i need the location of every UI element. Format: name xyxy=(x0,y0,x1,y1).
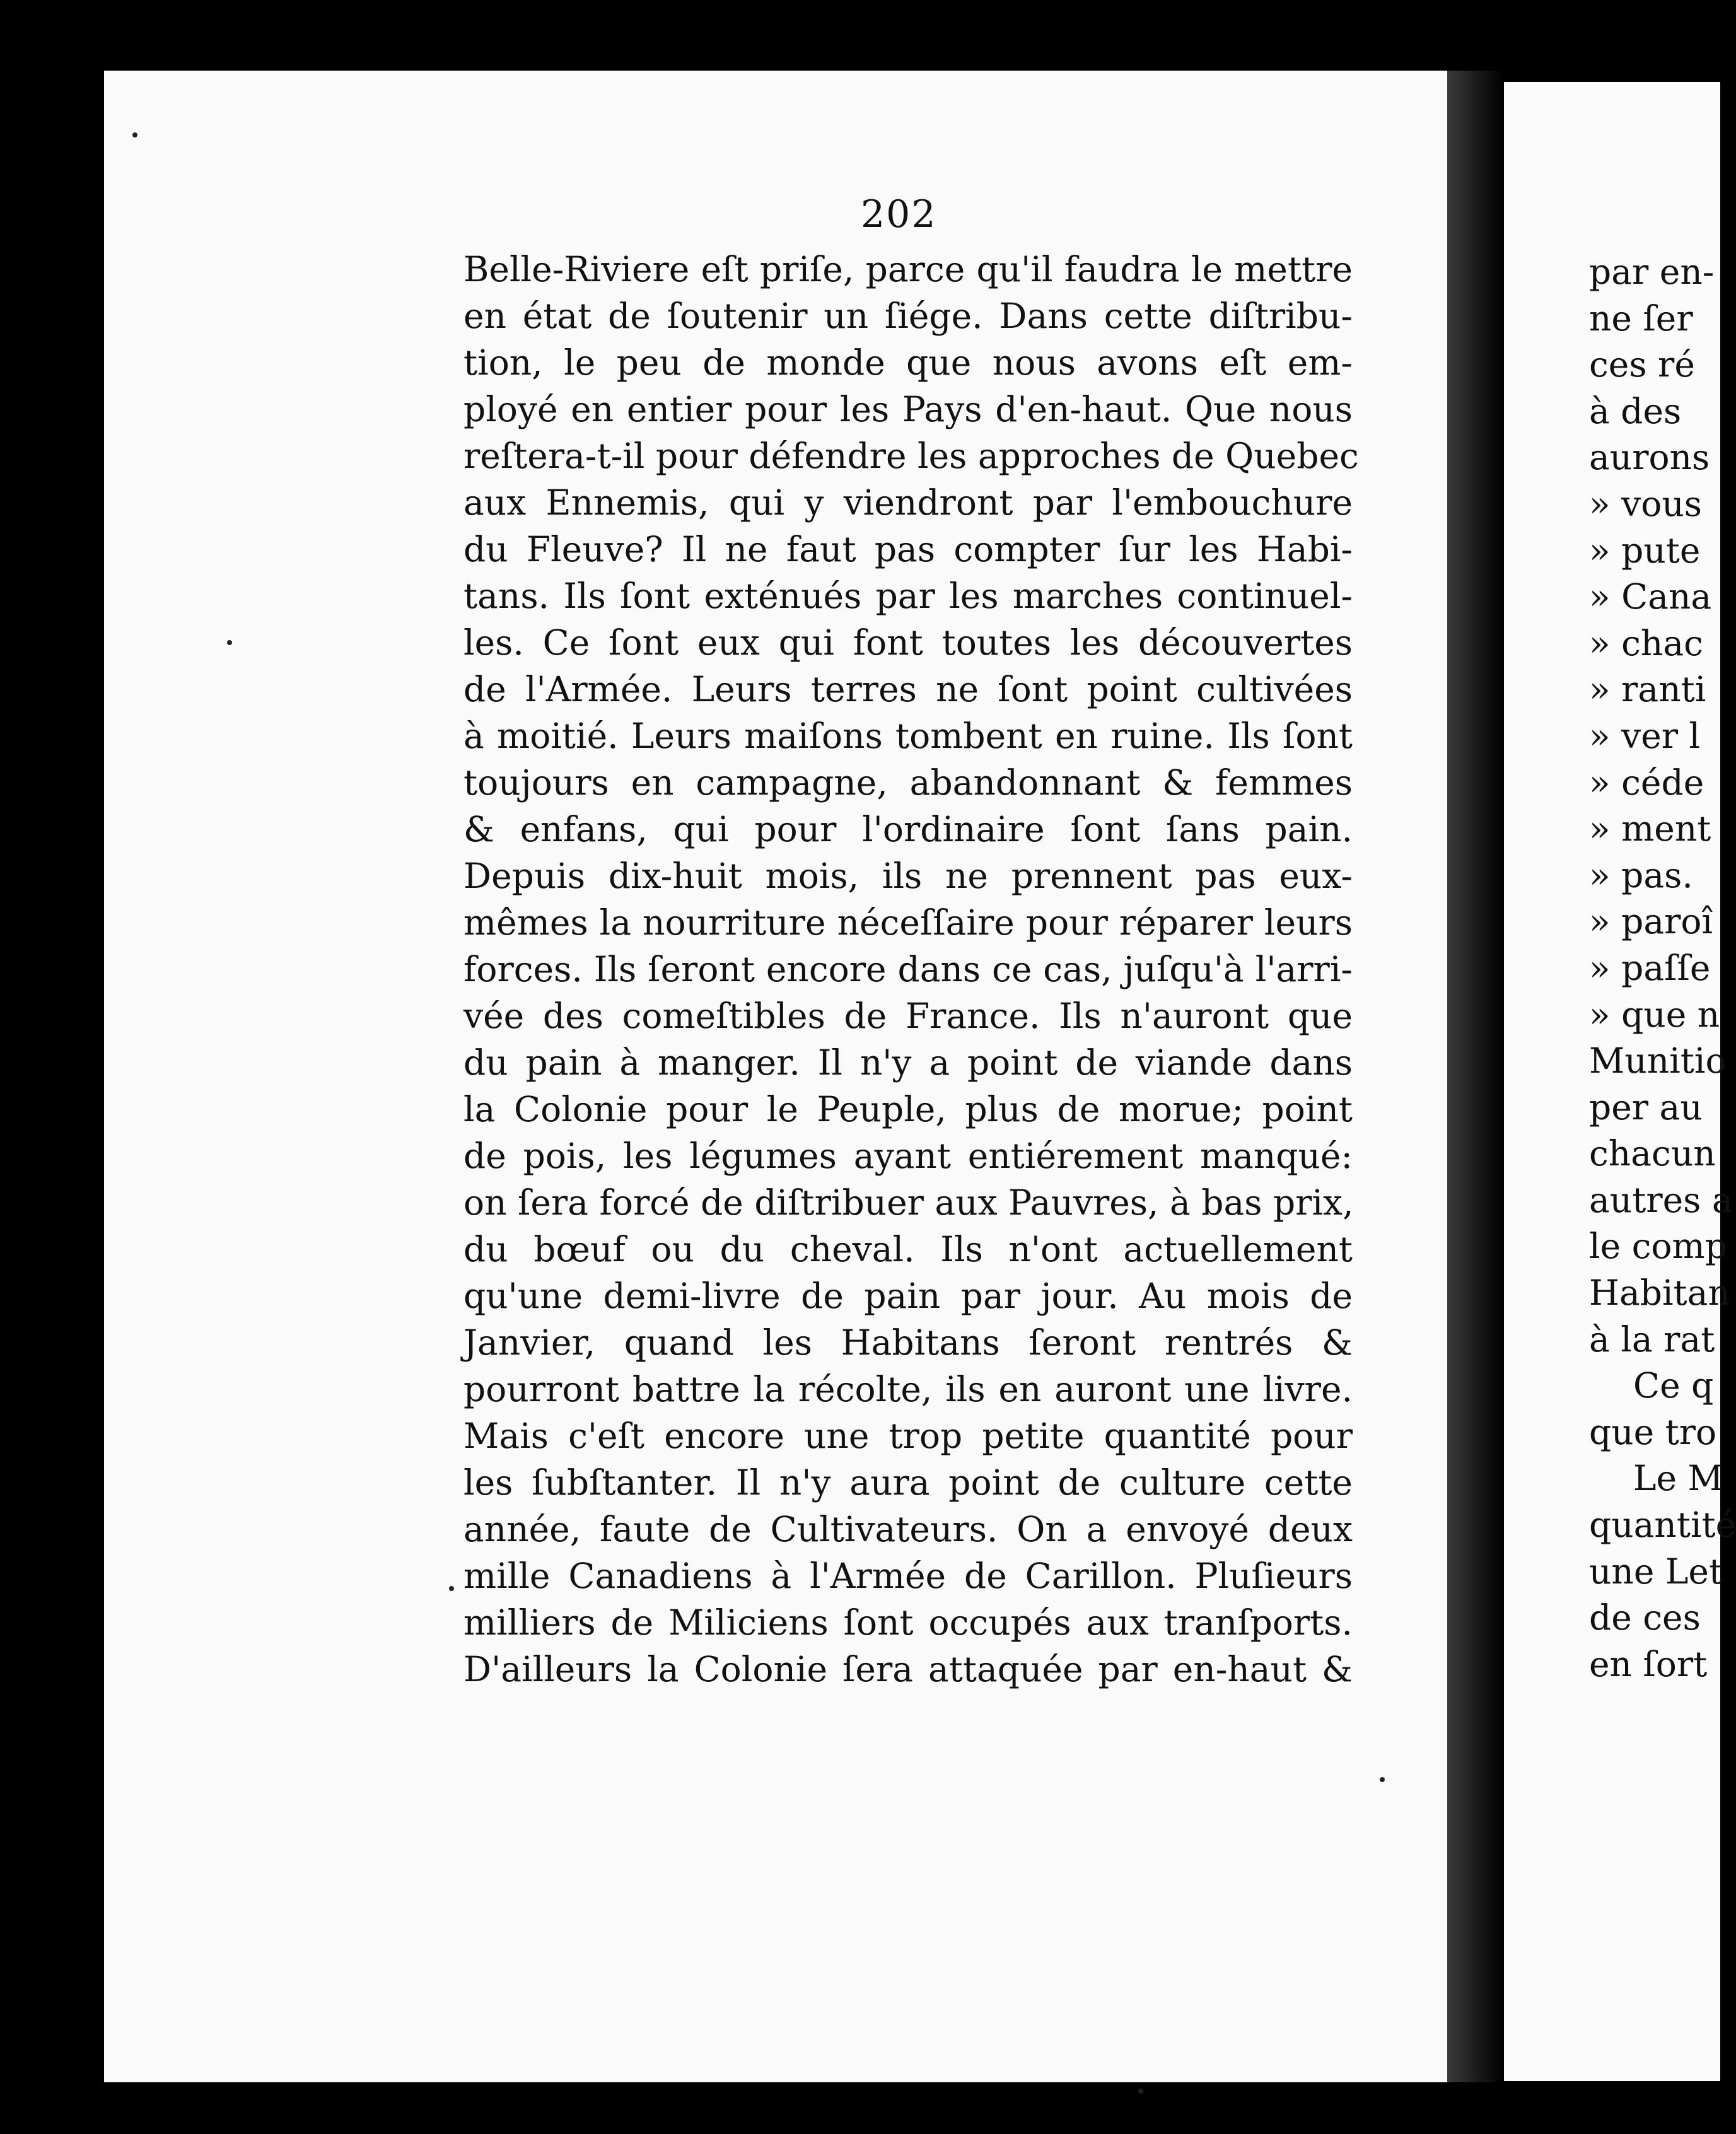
text-line: Belle-Riviere eſt priſe, parce qu'il faudra le mettre xyxy=(463,249,1353,289)
text-line: de ces xyxy=(1589,1597,1701,1638)
text-line: du pain à manger. Il n'y a point de viande dans xyxy=(463,1042,1353,1083)
text-line: » ranti xyxy=(1589,669,1706,710)
paper-speck xyxy=(1380,1777,1385,1782)
text-line: toujours en campagne, abandonnant & femmes xyxy=(463,762,1353,803)
text-line: ces ré xyxy=(1589,344,1695,385)
text-line: par en- xyxy=(1589,252,1715,292)
text-line: aux Ennemis, qui y viendront par l'embouchure xyxy=(463,482,1353,523)
text-line: Mais c'eſt encore une trop petite quantité pour xyxy=(463,1416,1353,1456)
text-line: per au xyxy=(1589,1087,1703,1128)
book-gutter xyxy=(1447,71,1504,2082)
paper-speck xyxy=(1138,2089,1143,2094)
paper-speck xyxy=(132,132,137,137)
text-line: Le M xyxy=(1633,1458,1723,1499)
text-line: année, faute de Cultivateurs. On a envoyé deux xyxy=(463,1509,1353,1549)
text-line: » pute xyxy=(1589,530,1701,571)
text-line: quantité xyxy=(1589,1505,1736,1546)
text-line: » paſſe xyxy=(1589,947,1711,988)
text-line: que tro xyxy=(1589,1411,1717,1452)
text-line: » ment xyxy=(1589,808,1711,849)
text-line: » paroî xyxy=(1589,901,1713,942)
text-line: la Colonie pour le Peuple, plus de morue; point xyxy=(463,1089,1353,1129)
text-line: chacun xyxy=(1589,1133,1716,1174)
text-line: de l'Armée. Leurs terres ne ſont point cultivées xyxy=(463,669,1353,709)
text-line: tion, le peu de monde que nous avons eſt em- xyxy=(463,342,1353,383)
text-line: » que n xyxy=(1589,994,1720,1035)
text-line: » céde xyxy=(1589,762,1704,803)
text-line: milliers de Miliciens ſont occupés aux tranſports. xyxy=(463,1602,1353,1643)
text-line: aurons xyxy=(1589,437,1710,478)
text-line: le comp xyxy=(1589,1226,1727,1267)
text-line: D'ailleurs la Colonie ſera attaquée par en-haut & xyxy=(463,1649,1353,1689)
text-line: en ſort xyxy=(1589,1643,1708,1684)
text-line: Habitan xyxy=(1589,1273,1730,1314)
text-line: & enfans, qui pour l'ordinaire ſont ſans pain. xyxy=(463,809,1353,849)
text-line: » chac xyxy=(1589,622,1703,663)
text-line: mille Canadiens à l'Armée de Carillon. Pluſieurs xyxy=(463,1556,1353,1596)
text-line: les ſubſtanter. Il n'y aura point de culture cette xyxy=(463,1462,1353,1503)
text-line: Depuis dix-huit mois, ils ne prennent pas eux- xyxy=(463,856,1353,896)
text-line: » ver l xyxy=(1589,715,1701,756)
text-line: ne ſer xyxy=(1589,298,1693,339)
text-line: reſtera-t-il pour défendre les approches de Quebec xyxy=(463,436,1359,476)
text-line: tans. Ils ſont exténués par les marches continuel- xyxy=(463,576,1353,616)
text-line: mêmes la nourriture néceſſaire pour réparer leurs xyxy=(463,902,1353,943)
text-line: à moitié. Leurs maiſons tombent en ruine. Ils ſont xyxy=(463,716,1353,756)
text-line: Munitio xyxy=(1589,1041,1727,1082)
text-line: les. Ce ſont eux qui font toutes les découvertes xyxy=(463,622,1353,663)
page-number: 202 xyxy=(861,192,937,236)
text-line: une Let xyxy=(1589,1551,1723,1592)
text-line: pourront battre la récolte, ils en auront une livre. xyxy=(463,1369,1353,1409)
text-line: à la rat xyxy=(1589,1319,1715,1360)
paper-speck xyxy=(449,1586,454,1591)
text-line: » Cana xyxy=(1589,576,1712,617)
text-line: du Fleuve? Il ne faut pas compter ſur les Habi- xyxy=(463,529,1353,569)
text-line: qu'une demi-livre de pain par jour. Au mois de xyxy=(463,1276,1353,1316)
text-line: de pois, les légumes ayant entiérement manqué: xyxy=(463,1136,1353,1176)
text-line: du bœuf ou du cheval. Ils n'ont actuellement xyxy=(463,1229,1353,1269)
text-line: en état de ſoutenir un ſiége. Dans cette diſtribu- xyxy=(463,296,1353,336)
left-page-body xyxy=(463,246,1359,1693)
text-line: » vous xyxy=(1589,483,1702,524)
text-line: Janvier, quand les Habitans ſeront rentrés & xyxy=(463,1322,1353,1363)
text-line: vée des comeſtibles de France. Ils n'auront que xyxy=(463,996,1353,1036)
text-line: Ce q xyxy=(1633,1365,1714,1406)
paper-speck xyxy=(227,640,232,645)
right-page-body xyxy=(1589,249,1736,1688)
text-line: ployé en entier pour les Pays d'en-haut. Que nous xyxy=(463,389,1353,429)
text-line: » pas. xyxy=(1589,854,1693,895)
text-line: on ſera forcé de diſtribuer aux Pauvres, à bas prix, xyxy=(463,1182,1354,1223)
right-page-text-clip xyxy=(1504,82,1736,2081)
text-line: forces. Ils ſeront encore dans ce cas, juſqu'à l'arri- xyxy=(463,949,1353,989)
text-line: autres a xyxy=(1589,1179,1733,1220)
text-line: à des xyxy=(1589,390,1682,431)
